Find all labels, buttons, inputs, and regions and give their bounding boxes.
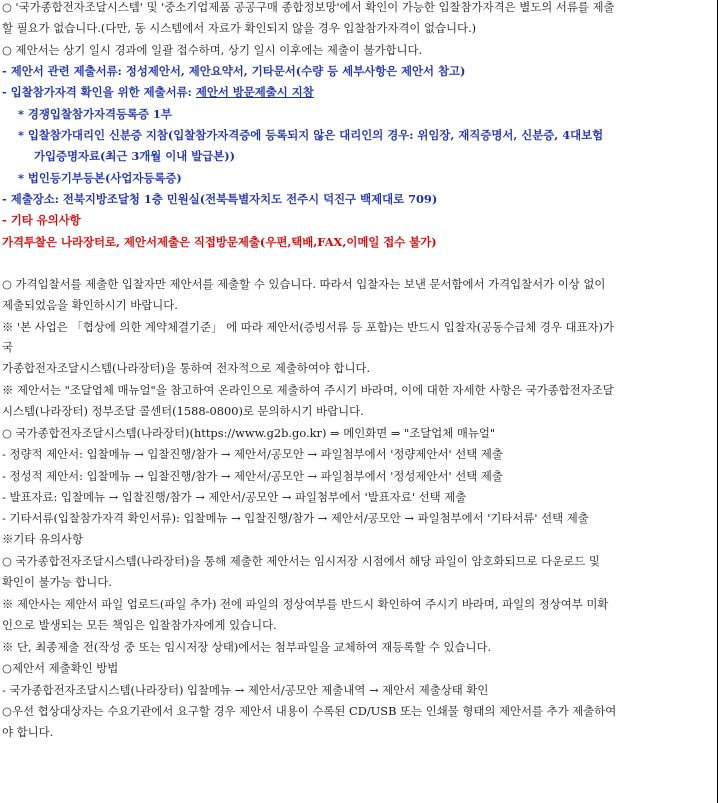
- text-line: ○ '국가종합전자조달시스템' 및 '중소기업제품 공공구매 종합정보망'에서 확인이 가능한 입찰참가자격은 별도의 서류를 제출: [2, 0, 615, 14]
- text-line: 시스템(나라장터) 정부조달 콜센터(1588-0800)로 문의하시기 바랍니다.: [2, 404, 364, 418]
- text-line: 제출되었음을 확인하시기 바랍니다.: [2, 298, 178, 312]
- text-line: ○ 제안서는 상기 일시 경과에 일괄 접수하며, 상기 일시 이후에는 제출이 불가합니다.: [2, 43, 423, 57]
- text-line: - 국가종합전자조달시스템(나라장터) 입찰메뉴 → 제안서/공모안 제출내역 → 제안서 제출상태 확인: [2, 683, 489, 697]
- text-line: 가종합전자조달시스템(나라장터)을 통하여 전자적으로 제출하여야 합니다.: [2, 361, 371, 375]
- text-line: - 기타서류(입찰참가자격 확인서류): 입찰메뉴 → 입찰진행/참가 → 제안서/공모안 → 파일첨부에서 '기타서류' 선택 제출: [2, 511, 589, 525]
- qualification-documents-line: [2, 82, 713, 103]
- text-line: - 정성적 제안서: 입찰메뉴 → 입찰진행/참가 → 제안서/공모안 → 파일첨부에서 '정성제안서' 선택 제출: [2, 469, 503, 483]
- submission-method-warning: 가격투찰은 나라장터로, 제안서제출은 직접방문제출(우편,택배,FAX,이메일 접수 불가): [2, 235, 437, 249]
- text-line: 야 합니다.: [2, 725, 54, 739]
- text-line: 할 필요가 없습니다.(다만, 동 시스템에서 자료가 확인되지 않을 경우 입찰참가자격이 없습니다.): [2, 21, 477, 35]
- list-item: * 법인등기부등본(사업자등록증): [18, 171, 182, 185]
- text-line: ※ 단, 최종제출 전(작성 중 또는 임시저장 상태)에서는 첨부파일을 교체하여 재등록할 수 있습니다.: [2, 640, 492, 654]
- text-line: 확인이 불가능 합니다.: [2, 575, 112, 589]
- required-documents-line: - 제안서 관련 제출서류: 정성제안서, 제안요약서, 기타문서(수량 등 세부사항은 제안서 참고): [2, 64, 466, 78]
- list-item: * 경쟁입찰참가자격등록증 1부: [18, 107, 172, 121]
- text-line: ※기타 유의사항: [2, 532, 84, 546]
- submission-place-line: - 제출장소: 전북지방조달청 1층 민원실(전북특별자치도 전주시 덕진구 백제대로 709): [2, 192, 438, 206]
- text-line: ○우선 협상대상자는 수요기관에서 요구할 경우 제안서 내용이 수록된 CD/USB 또는 인쇄물 형태의 제안서를 추가 제출하여: [2, 704, 617, 718]
- qualification-documents-label: - 입찰참가자격 확인을 위한 제출서류:: [2, 85, 196, 99]
- text-line: ※ 제안사는 제안서 파일 업로드(파일 추가) 전에 파일의 정상여부를 반드시 확인하여 주시기 바라며, 파일의 정상여부 미확: [2, 597, 609, 611]
- text-line: 인으로 발생되는 모든 책임은 입찰참가자에게 있습니다.: [2, 618, 277, 632]
- text-line: 국: [2, 340, 14, 354]
- other-notes-heading: - 기타 유의사항: [2, 213, 81, 227]
- list-item-continuation: 가입증명자료(최근 3개월 이내 발급본)): [34, 149, 236, 163]
- text-line: - 발표자료: 입찰메뉴 → 입찰진행/참가 → 제안서/공모안 → 파일첨부에서 '발표자료' 선택 제출: [2, 490, 467, 504]
- text-line: ※ '본 사업은 「협상에 의한 계약체결기준」 에 따라 제안서(증빙서류 등 포함)는 반드시 입찰자(공동수급체 경우 대표자)가: [2, 320, 614, 334]
- text-line: ○제안서 제출확인 방법: [2, 661, 119, 675]
- text-line: ○ 국가종합전자조달시스템(나라장터)을 통해 제출한 제안서는 임시저장 시점에서 해당 파일이 암호화되므로 다운로드 및: [2, 554, 600, 568]
- bring-on-visit-note: 제안서 방문제출시 지참: [195, 85, 314, 99]
- text-line: ○ 국가종합전자조달시스템(나라장터)(https://www.g2b.go.kr) ⇒ 메인화면 ⇒ "조달업체 매뉴얼": [2, 426, 496, 440]
- text-line: ※ 제안서는 "조달업체 매뉴얼"을 참고하여 온라인으로 제출하여 주시기 바라며, 이에 대한 자세한 사항은 국가종합전자조달: [2, 383, 614, 397]
- list-item: * 입찰참가대리인 신분증 지참(입찰참가자격증에 등록되지 않은 대리인의 경우: 위임장, 재직증명서, 신분증, 4대보험: [18, 128, 604, 142]
- text-line: ○ 가격입찰서를 제출한 입찰자만 제안서를 제출할 수 있습니다. 따라서 입찰자는 보낸 문서함에서 가격입찰서가 이상 없이: [2, 277, 606, 291]
- text-line: - 정량적 제안서: 입찰메뉴 → 입찰진행/참가 → 제안서/공모안 → 파일첨부에서 '정량제안서' 선택 제출: [2, 447, 503, 461]
